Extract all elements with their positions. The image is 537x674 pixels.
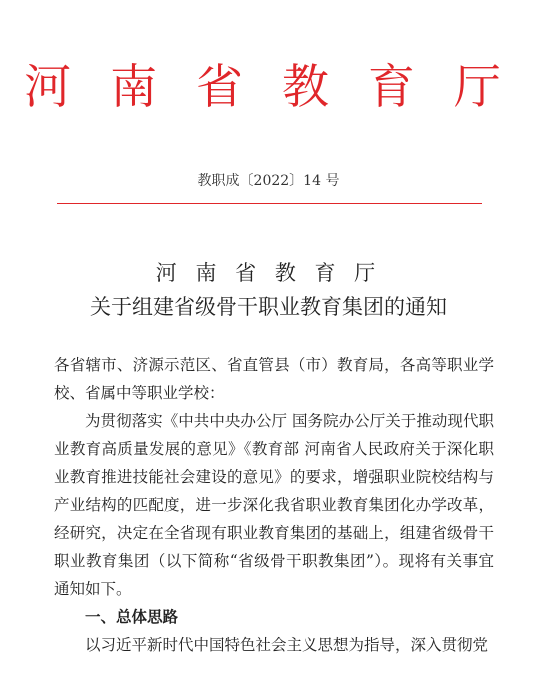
red-divider-line [57,203,482,204]
notice-title: 关于组建省级骨干职业教育集团的通知 [90,295,447,319]
notice-title-authority: 河 南 省 教 育 厅 [155,261,382,285]
section-heading: 一、总体思路 [85,608,179,626]
notice-body [54,351,494,659]
addressee: 各省辖市、济源示范区、省直管县（市）教育局，各高等职业学校、省属中等职业学校： [54,356,494,402]
issuing-authority-header: 河 南 省 教 育 厅 [24,60,513,115]
document-number: 教职成〔2022〕14 号 [197,173,340,189]
body-paragraph: 为贯彻落实《中共中央办公厅 国务院办公厅关于推动现代职业教育高质量发展的意见》《教育部 河南省人民政府关于深化职业教育推进技能社会建设的意见》的要求，增强职业院校结构与产业结构的匹配度，进一步深化我省职业教育集团化办学改革，经研究，决定在全省现有职业教育集团的基础上，组建省级骨干职业教育集团（以下简称“省级骨干职教集团”）。现将有关事宜通知如下。 [54,412,494,598]
body-paragraph: 以习近平新时代中国特色社会主义思想为指导，深入贯彻党 [85,636,489,654]
